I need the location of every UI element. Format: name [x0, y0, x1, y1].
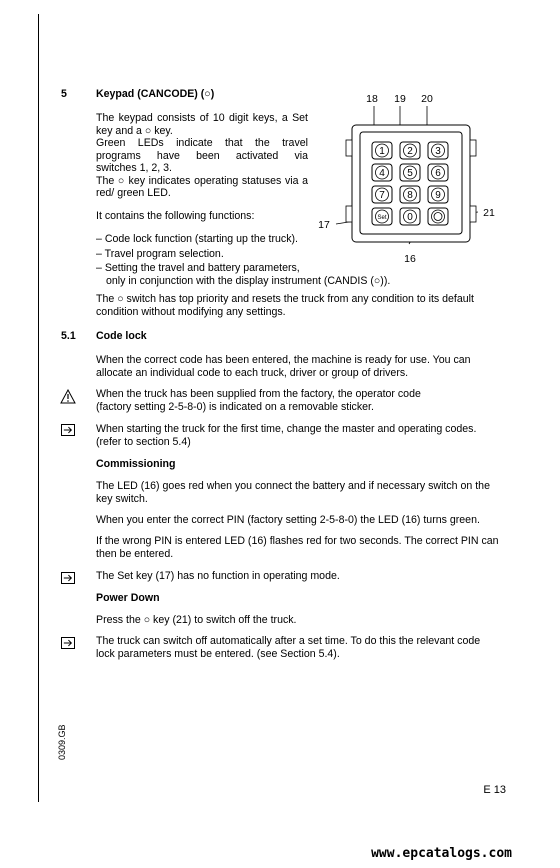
svg-text:6: 6	[435, 168, 441, 179]
callout-17: 17	[318, 219, 330, 231]
svg-text:9: 9	[435, 190, 441, 201]
function-item-continued: only in conjunction with the display instrument (CANDIS (○)).	[106, 275, 391, 287]
key-1[interactable]	[372, 142, 392, 159]
key-0[interactable]	[400, 208, 420, 225]
document-code: 0309.GB	[57, 724, 67, 760]
page-number: E 13	[483, 784, 506, 796]
key-5[interactable]	[400, 164, 420, 181]
functions-intro: It contains the following functions:	[96, 210, 255, 222]
svg-text:3: 3	[435, 146, 441, 157]
svg-text:2: 2	[407, 146, 413, 157]
watermark-link[interactable]: www.epcatalogs.com	[371, 846, 512, 861]
key-power[interactable]	[428, 208, 448, 225]
note-arrow-icon	[61, 637, 75, 649]
callout-19: 19	[394, 93, 406, 105]
factory-code-warning: When the truck has been supplied from the factory, the operator code (factory setting 2-5-8-0) is indicated on a removable sticker.	[96, 388, 421, 413]
key-9[interactable]	[428, 186, 448, 203]
key-8[interactable]	[400, 186, 420, 203]
key-2[interactable]	[400, 142, 420, 159]
warning-icon	[60, 389, 76, 404]
commissioning-heading: Commissioning	[96, 458, 176, 470]
function-item: – Setting the travel and battery parameters,	[96, 262, 300, 274]
svg-text:8: 8	[407, 190, 413, 201]
subsection-number: 5.1	[61, 330, 76, 342]
commissioning-paragraph-1: The LED (16) goes red when you connect the battery and if necessary switch on the key switch.	[96, 480, 490, 505]
svg-text:0: 0	[407, 212, 413, 223]
callout-16: 16	[404, 253, 416, 265]
subsection-title: Code lock	[96, 330, 147, 342]
commissioning-paragraph-3: If the wrong PIN is entered LED (16) flashes red for two seconds. The correct PIN can then be entered.	[96, 535, 499, 560]
section-number: 5	[61, 88, 67, 100]
svg-text:4: 4	[379, 168, 385, 179]
function-item: – Travel program selection.	[96, 248, 224, 260]
key-3[interactable]	[428, 142, 448, 159]
commissioning-paragraph-2: When you enter the correct PIN (factory setting 2-5-8-0) the LED (16) turns green.	[96, 514, 480, 526]
svg-text:5: 5	[407, 168, 413, 179]
power-down-paragraph: Press the ○ key (21) to switch off the truck.	[96, 614, 297, 626]
note-arrow-icon	[61, 572, 75, 584]
left-margin-rule	[38, 14, 39, 802]
keypad-intro: The keypad consists of 10 digit keys, a Set key and a ○ key. Green LEDs indicate that the travel programs have been activated via switches 1, 2, 3. The ○ key indicates operating statuses via a red/ green LED.	[96, 112, 308, 199]
callout-18: 18	[366, 93, 378, 105]
svg-text:7: 7	[379, 190, 385, 201]
set-key-note: The Set key (17) has no function in operating mode.	[96, 570, 340, 582]
key-4[interactable]	[372, 164, 392, 181]
power-down-heading: Power Down	[96, 592, 160, 604]
switch-note: The ○ switch has top priority and resets the truck from any condition to its default condition without modifying any settings.	[96, 293, 474, 318]
auto-switch-off-note: The truck can switch off automatically after a set time. To do this the relevant code lock parameters must be entered. (see Section 5.4).	[96, 635, 481, 660]
function-item: – Code lock function (starting up the truck).	[96, 233, 298, 245]
code-lock-paragraph: When the correct code has been entered, the machine is ready for use. You can allocate an individual code to each truck, driver or group of drivers.	[96, 354, 471, 379]
first-start-note: When starting the truck for the first time, change the master and operating codes. (refer to section 5.4)	[96, 423, 477, 448]
section-title: Keypad (CANCODE) (○)	[96, 88, 215, 100]
keypad-illustration	[314, 88, 510, 268]
note-arrow-icon	[61, 424, 75, 436]
callout-20: 20	[421, 93, 433, 105]
key-6[interactable]	[428, 164, 448, 181]
key-7[interactable]	[372, 186, 392, 203]
svg-text:Set: Set	[377, 215, 387, 221]
svg-text:1: 1	[379, 146, 385, 157]
key-set[interactable]	[372, 208, 392, 225]
callout-21: 21	[483, 207, 495, 219]
